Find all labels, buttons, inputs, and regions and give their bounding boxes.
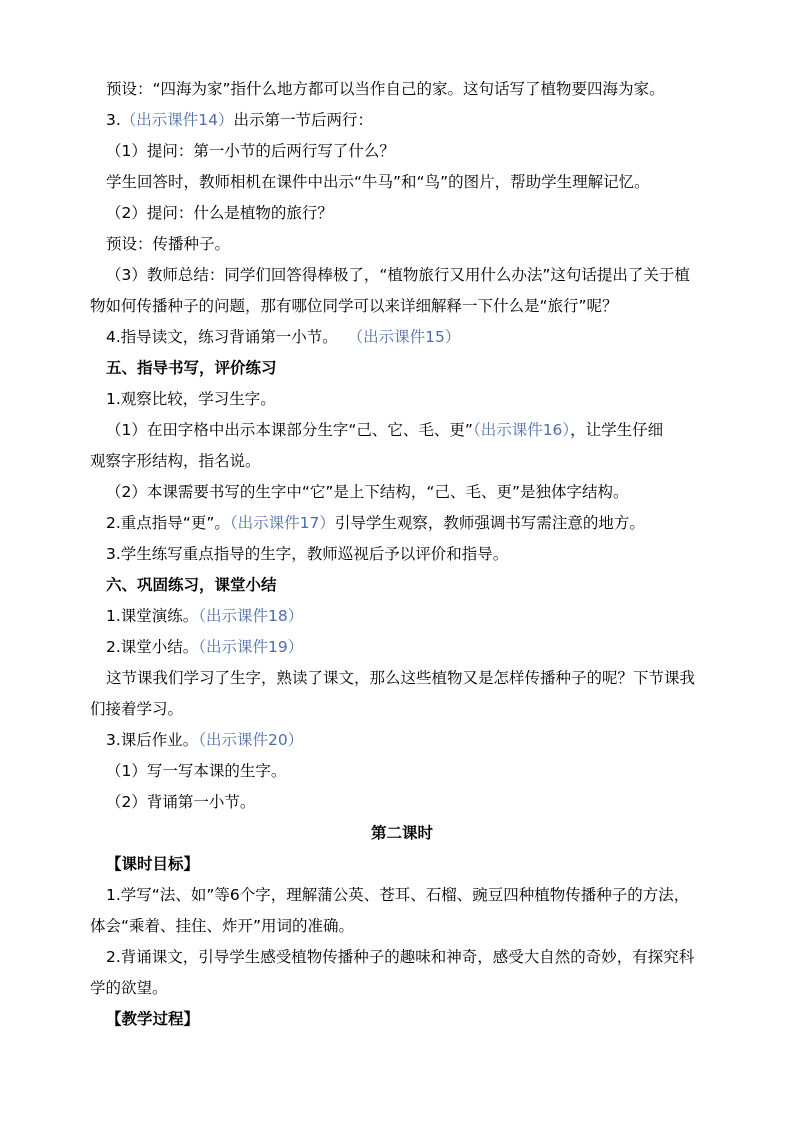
question-1: （1）提问：第一小节的后两行写了什么？	[106, 142, 395, 160]
teacher-summary-line-2: 物如何传播种子的问题，那有哪位同学可以来详细解释一下什么是“旅行”呢？	[90, 297, 618, 315]
courseware-link-16[interactable]: （出示课件16）	[472, 421, 571, 439]
paragraph-preset-1: 预设：“四海为家”指什么地方都可以当作自己的家。这句话写了植物要四海为家。	[106, 80, 665, 98]
goal-2-line-2: 学的欲望。	[90, 979, 168, 997]
goal-heading: 【课时目标】	[106, 855, 200, 873]
section-title: 第二课时	[370, 824, 433, 842]
goal-2-line-1: 2.背诵课文，引导学生感受植物传播种子的趣味和神奇，感受大自然的奇妙，有探究科	[106, 948, 695, 966]
item-show-characters-text: （1）在田字格中出示本课部分生字“己、它、毛、更”	[106, 421, 473, 439]
item-structure: （2）本课需要书写的生字中“它”是上下结构，“己、毛、更”是独体字结构。	[106, 483, 629, 501]
item-observe-compare: 1.观察比较，学习生字。	[106, 390, 276, 408]
section-heading-6: 六、巩固练习，课堂小结	[106, 576, 277, 594]
item-key-guidance-tail: 引导学生观察，教师强调书写需注意的地方。	[334, 514, 645, 532]
item-class-summary-text: 2.课堂小结。	[106, 638, 199, 656]
courseware-link-20[interactable]: （出示课件20）	[198, 731, 304, 749]
item-class-drill	[106, 601, 698, 632]
goal-1-line-1: 1.学写“法、如”等6个字，理解蒲公英、苍耳、石榴、豌豆四种植物传播种子的方法，	[106, 886, 690, 904]
item-class-summary	[106, 632, 698, 663]
paragraph-student-answer: 学生回答时，教师相机在课件中出示“牛马”和“鸟”的图片，帮助学生理解记忆。	[106, 173, 650, 191]
step-3	[106, 105, 698, 136]
step-3-number: 3.	[106, 111, 121, 129]
question-2: （2）提问：什么是植物的旅行？	[106, 204, 333, 222]
item-show-characters-tail: ，让学生仔细	[570, 421, 664, 439]
item-practice-writing: 3.学生练写重点指导的生字，教师巡视后予以评价和指导。	[106, 545, 509, 563]
courseware-link-19[interactable]: （出示课件19）	[198, 638, 304, 656]
courseware-link-15[interactable]: （出示课件15）	[347, 328, 461, 346]
item-show-characters-cont: 观察字形结构，指名说。	[90, 452, 261, 470]
process-heading: 【教学过程】	[106, 1010, 200, 1028]
courseware-link-14[interactable]: （出示课件14）	[120, 111, 234, 129]
courseware-link-17[interactable]: （出示课件17）	[229, 514, 335, 532]
paragraph-summary-1: 这节课我们学习了生字，熟读了课文，那么这些植物又是怎样传播种子的呢？下节课我	[106, 669, 696, 687]
paragraph-preset-2: 预设：传播种子。	[106, 235, 231, 253]
item-class-drill-text: 1.课堂演练。	[106, 607, 199, 625]
item-show-characters	[106, 415, 698, 446]
teacher-summary-line-1: （3）教师总结：同学们回答得棒极了，“植物旅行又用什么办法”这句话提出了关于植	[106, 266, 690, 284]
item-homework	[106, 725, 698, 756]
goal-1-line-2: 体会“乘着、挂住、炸开”用词的准确。	[90, 917, 355, 935]
item-key-guidance	[106, 508, 698, 539]
homework-2: （2）背诵第一小节。	[106, 793, 256, 811]
paragraph-summary-2: 们接着学习。	[90, 700, 184, 718]
homework-1: （1）写一写本课的生字。	[106, 762, 287, 780]
step-3-text: 出示第一节后两行：	[233, 111, 374, 129]
step-4	[106, 322, 698, 353]
section-heading-5: 五、指导书写，评价练习	[106, 359, 277, 377]
courseware-link-18[interactable]: （出示课件18）	[198, 607, 304, 625]
item-homework-text: 3.课后作业。	[106, 731, 199, 749]
item-key-guidance-text: 2.重点指导“更”。	[106, 514, 230, 532]
step-4-text: 4.指导读文，练习背诵第一小节。	[106, 328, 338, 346]
